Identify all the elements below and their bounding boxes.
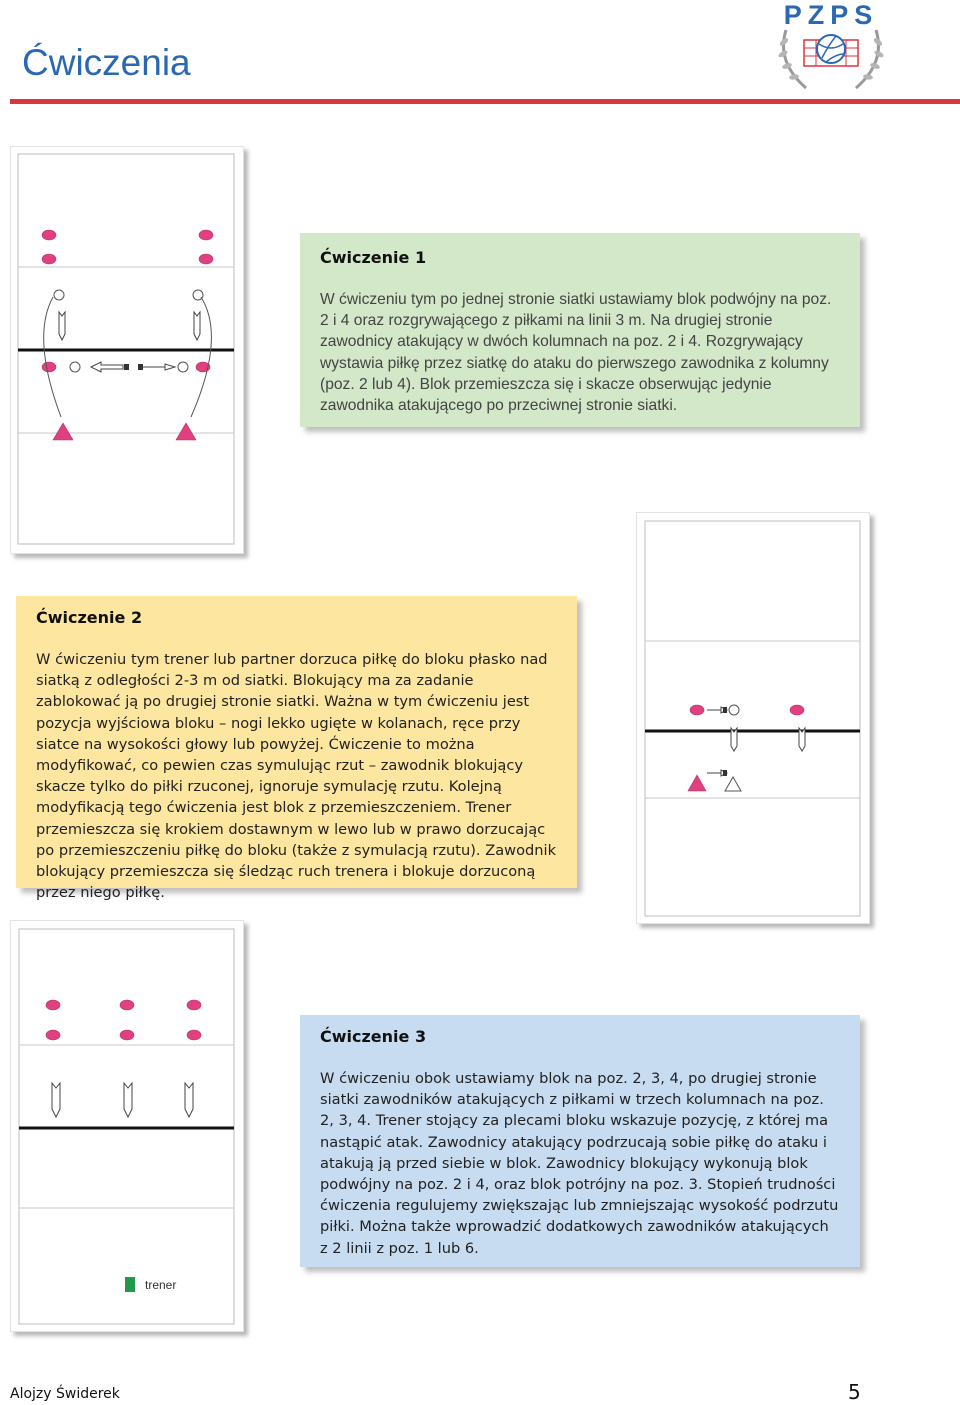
diagram-1-court bbox=[10, 146, 244, 554]
exercise-2-text: W ćwiczeniu tym trener lub partner dorzuca piłkę do bloku płasko nad siatką z odległości 2-3 m od siatki. Blokujący ma za zadanie zablokować ją po drugiej stronie siatki. Ważna w tym ćwiczeniu jest pozycja wyjściowa bloku – nogi lekko ugięte w kolanach, ręce przy siatce na wysokości głowy lub powyżej. Ćwiczenie to można modyfikować, co pewien czas symulując rzut – zawodnik blokujący skacze tylko do piłki rzuconej, ignoruje symulację rzutu. Kolejną modyfikacją tego ćwiczenia jest blok z przemieszczeniem. Trener przemieszcza się krokiem dostawnym w lewo lub w prawo dorzucając po przemieszczeniu piłkę do bloku (także z symulacją rzutu). Zawodnik blokujący przemieszcza się śledząc ruch trenera i blokuje dorzuconą przez niego piłkę. bbox=[36, 651, 557, 902]
exercise-1-box bbox=[300, 233, 860, 427]
page-number: 5 bbox=[848, 1380, 861, 1404]
logo-text: PZPS bbox=[783, 0, 879, 30]
court-diagram-1-icon bbox=[11, 147, 243, 553]
volleyball-emblem-icon bbox=[766, 22, 896, 94]
exercise-1-text: W ćwiczeniu tym po jednej stronie siatki ustawiamy blok podwójny na poz. 2 i 4 oraz rozgrywającego z piłkami na linii 3 m. Na drugiej stronie zawodnicy atakujący w dwóch kolumnach na poz. 2 i 4. Rozgrywający wystawia piłkę przez siatkę do ataku do pierwszego zawodnika z kolumny (poz. 2 lub 4). Blok przemieszcza się i skacze obserwując jedynie zawodnika atakującego po przeciwnej stronie siatki. bbox=[320, 291, 832, 415]
footer-author: Alojzy Świderek bbox=[10, 1386, 120, 1402]
court-diagram-3-icon bbox=[11, 921, 243, 1331]
exercise-3-title: Ćwiczenie 3 bbox=[320, 1027, 427, 1046]
coach-legend-icon bbox=[125, 1277, 135, 1292]
coach-legend-label: trener bbox=[145, 1278, 177, 1292]
pzps-logo bbox=[766, 0, 896, 100]
exercise-3-text: W ćwiczeniu obok ustawiamy blok na poz. 2, 3, 4, po drugiej stronie siatki zawodników atakujących z piłkami w trzech kolumnach na poz. 2, 3, 4. Trener stojący za plecami bloku wskazuje pozycję, z której ma nastąpić atak. Zawodnicy atakujący podrzucają sobie piłkę do ataku i atakują ją przed siebie w blok. Zawodnicy blokujący wykonują blok podwójny na poz. 2 i 4, oraz blok potrójny na poz. 3. Stopień trudności ćwiczenia regulujemy zwiększając lub zmniejszając wysokość podrzutu piłki. Można także wprowadzić dodatkowych zawodników atakujących z 2 linii z poz. 1 lub 6. bbox=[320, 1070, 839, 1257]
page-title: Ćwiczenia bbox=[22, 42, 191, 83]
exercise-2-box bbox=[16, 596, 577, 902]
exercise-1-title: Ćwiczenie 1 bbox=[320, 248, 427, 267]
diagram-2-court bbox=[636, 512, 870, 924]
diagram-3-court bbox=[10, 920, 244, 1332]
exercise-3-box bbox=[300, 1015, 860, 1267]
exercise-2-title: Ćwiczenie 2 bbox=[36, 608, 143, 627]
court-diagram-2-icon bbox=[637, 513, 869, 923]
